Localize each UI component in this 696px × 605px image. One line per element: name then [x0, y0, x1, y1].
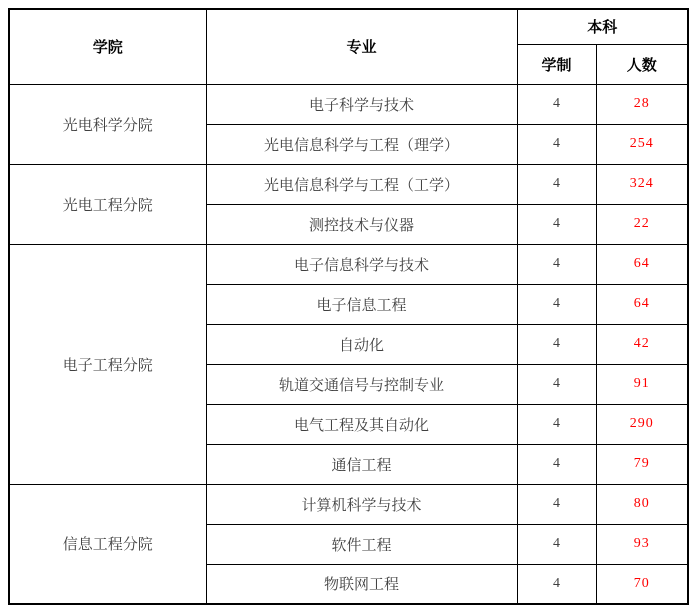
major-cell: 光电信息科学与工程（理学）: [206, 124, 517, 164]
major-cell: 电气工程及其自动化: [206, 404, 517, 444]
major-cell: 电子信息科学与技术: [206, 244, 517, 284]
table-row: [9, 484, 688, 524]
college-cell: 信息工程分院: [9, 484, 206, 604]
college-cell: 电子工程分院: [9, 244, 206, 484]
count-cell: 324: [596, 164, 688, 204]
count-cell: 254: [596, 124, 688, 164]
major-cell: 电子科学与技术: [206, 84, 517, 124]
count-cell: 42: [596, 324, 688, 364]
major-cell: 光电信息科学与工程（工学）: [206, 164, 517, 204]
duration-cell: 4: [517, 524, 596, 564]
duration-cell: 4: [517, 564, 596, 604]
count-cell: 28: [596, 84, 688, 124]
duration-cell: 4: [517, 124, 596, 164]
major-cell: 电子信息工程: [206, 284, 517, 324]
duration-column-header: 学制: [517, 44, 596, 84]
undergraduate-group-header: 本科: [517, 9, 688, 44]
duration-cell: 4: [517, 244, 596, 284]
major-cell: 轨道交通信号与控制专业: [206, 364, 517, 404]
count-cell: 64: [596, 244, 688, 284]
table-row: [9, 244, 688, 284]
college-cell: 光电科学分院: [9, 84, 206, 164]
table-row: [9, 84, 688, 124]
major-cell: 计算机科学与技术: [206, 484, 517, 524]
major-cell: 物联网工程: [206, 564, 517, 604]
duration-cell: 4: [517, 444, 596, 484]
major-cell: 自动化: [206, 324, 517, 364]
header-row-top: [9, 9, 688, 44]
duration-cell: 4: [517, 284, 596, 324]
duration-cell: 4: [517, 324, 596, 364]
major-cell: 软件工程: [206, 524, 517, 564]
count-cell: 290: [596, 404, 688, 444]
major-column-header: 专业: [206, 9, 517, 84]
table-row: [9, 164, 688, 204]
count-cell: 70: [596, 564, 688, 604]
major-cell: 测控技术与仪器: [206, 204, 517, 244]
college-column-header: 学院: [9, 9, 206, 84]
enrollment-table: [8, 8, 689, 605]
duration-cell: 4: [517, 204, 596, 244]
duration-cell: 4: [517, 364, 596, 404]
duration-cell: 4: [517, 484, 596, 524]
count-cell: 80: [596, 484, 688, 524]
count-column-header: 人数: [596, 44, 688, 84]
major-cell: 通信工程: [206, 444, 517, 484]
count-cell: 79: [596, 444, 688, 484]
duration-cell: 4: [517, 404, 596, 444]
college-cell: 光电工程分院: [9, 164, 206, 244]
count-cell: 22: [596, 204, 688, 244]
duration-cell: 4: [517, 84, 596, 124]
count-cell: 91: [596, 364, 688, 404]
count-cell: 64: [596, 284, 688, 324]
count-cell: 93: [596, 524, 688, 564]
duration-cell: 4: [517, 164, 596, 204]
